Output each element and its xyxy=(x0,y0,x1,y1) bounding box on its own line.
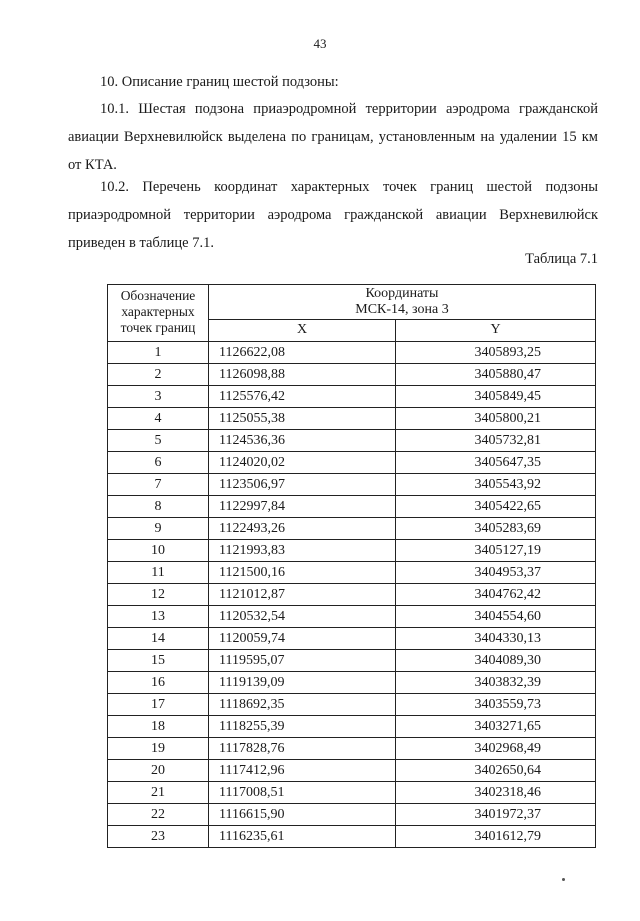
header-coords-line2: МСК-14, зона 3 xyxy=(355,301,449,317)
point-number: 10 xyxy=(108,540,209,562)
table-row xyxy=(108,496,596,518)
table-row xyxy=(108,672,596,694)
coord-y: 3404762,42 xyxy=(396,584,596,606)
paragraph-10-1-text: 10.1. Шестая подзона приаэродромной территории аэродрома гражданской авиации Верхневилюйск выделена по границам, установленным на удалении 15 км от КТА. xyxy=(68,101,598,173)
coord-x: 1122997,84 xyxy=(209,496,396,518)
table-row xyxy=(108,650,596,672)
coord-x: 1120532,54 xyxy=(209,606,396,628)
point-number: 9 xyxy=(108,518,209,540)
coord-x: 1123506,97 xyxy=(209,474,396,496)
point-number: 1 xyxy=(108,342,209,364)
coord-x: 1124020,02 xyxy=(209,452,396,474)
coord-y: 3405893,25 xyxy=(396,342,596,364)
coord-y: 3404089,30 xyxy=(396,650,596,672)
paragraph-10-1 xyxy=(68,95,598,179)
header-y: Y xyxy=(396,319,596,341)
coord-x: 1116235,61 xyxy=(209,826,396,848)
coord-x: 1125576,42 xyxy=(209,386,396,408)
coord-y: 3403271,65 xyxy=(396,716,596,738)
coord-x: 1125055,38 xyxy=(209,408,396,430)
point-number: 12 xyxy=(108,584,209,606)
scan-mark xyxy=(562,878,565,881)
coord-y: 3405800,21 xyxy=(396,408,596,430)
point-number: 5 xyxy=(108,430,209,452)
coord-y: 3405732,81 xyxy=(396,430,596,452)
paragraph-10-2 xyxy=(68,173,598,257)
coord-y: 3405127,19 xyxy=(396,540,596,562)
point-number: 7 xyxy=(108,474,209,496)
header-x: X xyxy=(209,319,396,341)
point-number: 13 xyxy=(108,606,209,628)
coordinates-table xyxy=(107,284,596,848)
point-number: 19 xyxy=(108,738,209,760)
table-row xyxy=(108,606,596,628)
header-col1-line3: точек границ xyxy=(120,320,196,335)
coord-y: 3405880,47 xyxy=(396,364,596,386)
table-row xyxy=(108,474,596,496)
coord-x: 1119139,09 xyxy=(209,672,396,694)
point-number: 4 xyxy=(108,408,209,430)
header-coords-line1: Координаты xyxy=(365,285,439,301)
coord-y: 3405543,92 xyxy=(396,474,596,496)
coord-x: 1119595,07 xyxy=(209,650,396,672)
coord-x: 1117412,96 xyxy=(209,760,396,782)
table-body xyxy=(108,342,596,848)
table-row xyxy=(108,518,596,540)
coord-x: 1122493,26 xyxy=(209,518,396,540)
paragraph-10-2-text: 10.2. Перечень координат характерных точек границ шестой подзоны приаэродромной территории аэродрома гражданской авиации Верхневилюйск приведен в таблице 7.1. xyxy=(68,179,598,251)
point-number: 2 xyxy=(108,364,209,386)
table-row xyxy=(108,716,596,738)
table-caption: Таблица 7.1 xyxy=(525,251,598,267)
coord-y: 3403832,39 xyxy=(396,672,596,694)
table-row xyxy=(108,738,596,760)
point-number: 11 xyxy=(108,562,209,584)
header-col1-line2: характерных xyxy=(121,304,195,319)
table-row xyxy=(108,364,596,386)
coord-x: 1117828,76 xyxy=(209,738,396,760)
point-number: 15 xyxy=(108,650,209,672)
coord-y: 3402318,46 xyxy=(396,782,596,804)
point-number: 18 xyxy=(108,716,209,738)
table-row xyxy=(108,760,596,782)
coord-x: 1124536,36 xyxy=(209,430,396,452)
coord-y: 3405849,45 xyxy=(396,386,596,408)
point-number: 8 xyxy=(108,496,209,518)
coord-y: 3401972,37 xyxy=(396,804,596,826)
point-number: 17 xyxy=(108,694,209,716)
coord-y: 3402968,49 xyxy=(396,738,596,760)
coord-x: 1126098,88 xyxy=(209,364,396,386)
coord-y: 3405283,69 xyxy=(396,518,596,540)
coord-y: 3401612,79 xyxy=(396,826,596,848)
coord-x: 1120059,74 xyxy=(209,628,396,650)
table-row xyxy=(108,342,596,364)
coord-y: 3402650,64 xyxy=(396,760,596,782)
table-row xyxy=(108,562,596,584)
table-row xyxy=(108,408,596,430)
coord-x: 1126622,08 xyxy=(209,342,396,364)
point-number: 6 xyxy=(108,452,209,474)
page-number: 43 xyxy=(313,36,327,51)
coord-y: 3404554,60 xyxy=(396,606,596,628)
section-heading: 10. Описание границ шестой подзоны: xyxy=(100,74,339,90)
coord-x: 1116615,90 xyxy=(209,804,396,826)
table-row xyxy=(108,540,596,562)
point-number: 23 xyxy=(108,826,209,848)
header-point-designation xyxy=(108,285,209,342)
point-number: 3 xyxy=(108,386,209,408)
coord-x: 1121993,83 xyxy=(209,540,396,562)
coord-x: 1118255,39 xyxy=(209,716,396,738)
point-number: 22 xyxy=(108,804,209,826)
table-row xyxy=(108,628,596,650)
header-coordinates xyxy=(209,285,596,320)
coord-y: 3404330,13 xyxy=(396,628,596,650)
coord-y: 3405422,65 xyxy=(396,496,596,518)
coord-y: 3403559,73 xyxy=(396,694,596,716)
coord-x: 1117008,51 xyxy=(209,782,396,804)
point-number: 21 xyxy=(108,782,209,804)
point-number: 20 xyxy=(108,760,209,782)
coord-y: 3404953,37 xyxy=(396,562,596,584)
coord-x: 1121500,16 xyxy=(209,562,396,584)
coord-y: 3405647,35 xyxy=(396,452,596,474)
table-row xyxy=(108,782,596,804)
table-row xyxy=(108,584,596,606)
coord-x: 1118692,35 xyxy=(209,694,396,716)
table-row xyxy=(108,386,596,408)
table-row xyxy=(108,804,596,826)
table-row xyxy=(108,826,596,848)
coord-x: 1121012,87 xyxy=(209,584,396,606)
table-row xyxy=(108,430,596,452)
table-row xyxy=(108,694,596,716)
point-number: 14 xyxy=(108,628,209,650)
header-col1-line1: Обозначение xyxy=(120,288,196,303)
point-number: 16 xyxy=(108,672,209,694)
table-row xyxy=(108,452,596,474)
